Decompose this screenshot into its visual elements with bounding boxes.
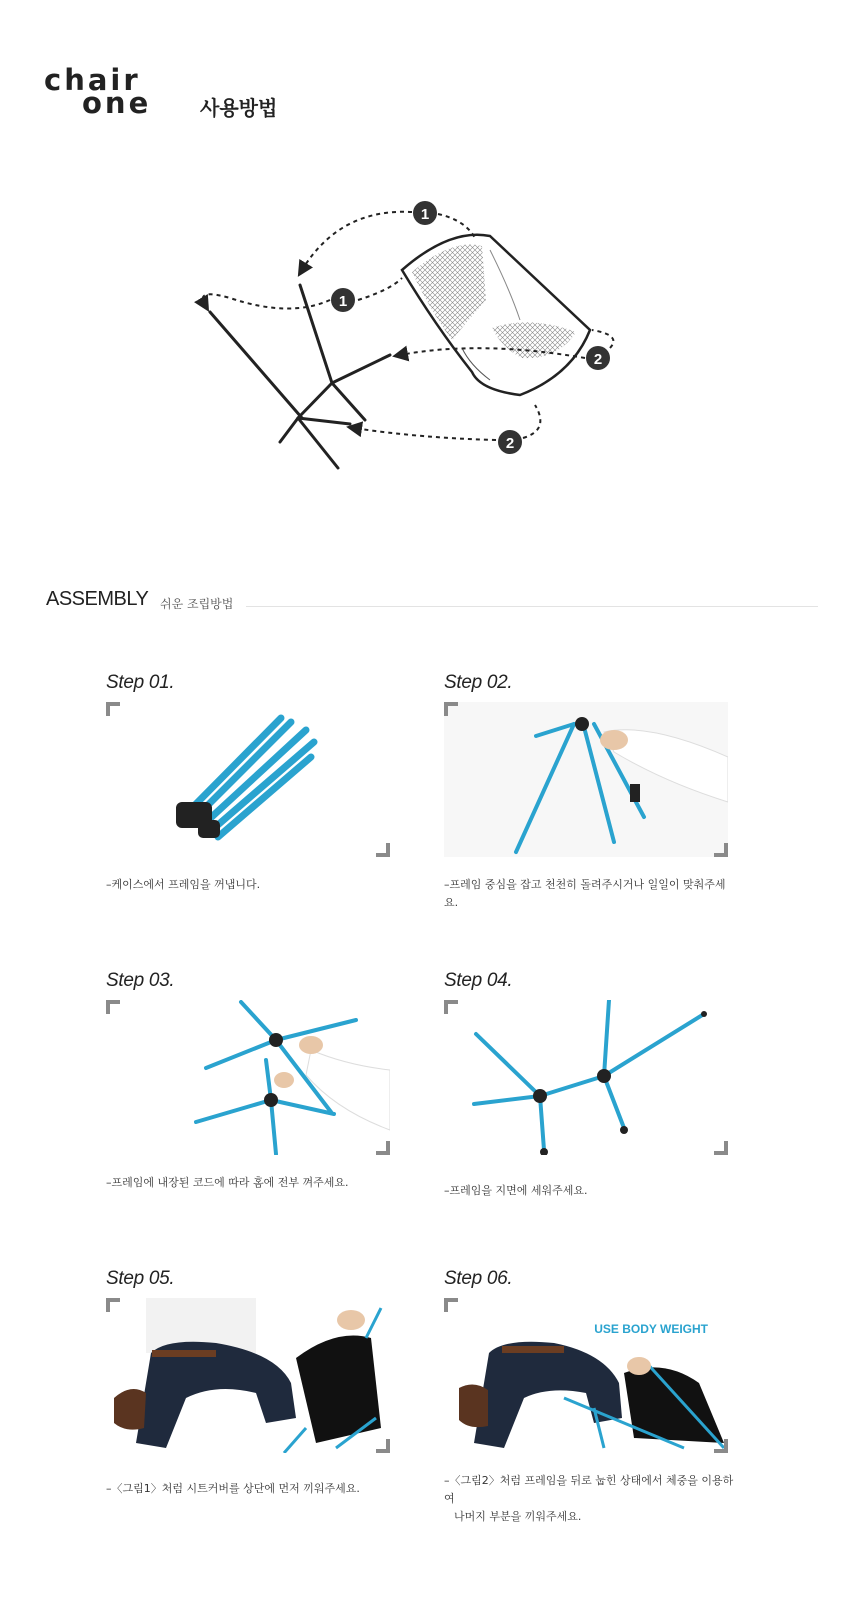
assembly-diagram — [190, 190, 630, 490]
marker-label: 2 — [593, 351, 603, 368]
step-03-photo — [106, 1000, 390, 1155]
step-06 — [444, 1268, 744, 1523]
step-marker-2b — [498, 430, 522, 454]
corner-mark-top-left — [106, 1298, 120, 1312]
assembly-title: ASSEMBLY — [46, 588, 149, 610]
fitting-seat-cover-illustration — [106, 1298, 390, 1453]
step-marker-1b — [331, 288, 355, 312]
step-marker-1a — [413, 201, 437, 225]
step-desc: –〈그림1〉처럼 시트커버를 상단에 먼저 끼워주세요. — [106, 1482, 360, 1495]
step-06-photo — [444, 1298, 728, 1453]
corner-mark-bottom-right — [376, 843, 390, 857]
folded-frame-illustration — [106, 702, 390, 857]
marker-label: 1 — [338, 293, 348, 310]
standing-frame-illustration — [444, 1000, 728, 1155]
step-02-photo — [444, 702, 728, 857]
chair-one-logo — [44, 63, 174, 120]
step-label: Step 05. — [106, 1268, 175, 1289]
assembly-divider — [246, 606, 818, 607]
step-04-photo — [444, 1000, 728, 1155]
step-desc — [444, 1472, 734, 1526]
corner-mark-bottom-right — [376, 1439, 390, 1453]
assembly-diagram-illustration — [190, 190, 630, 490]
step-05-photo — [106, 1298, 390, 1453]
step-desc: –프레임을 지면에 세워주세요. — [444, 1184, 588, 1197]
logo-line-chair: chair — [44, 63, 141, 97]
frame-drawing — [210, 285, 390, 468]
assembly-subtitle: 쉬운 조립방법 — [160, 597, 234, 611]
step-marker-2a — [586, 346, 610, 370]
seat-drawing — [402, 235, 590, 395]
step-05 — [106, 1268, 406, 1508]
step-desc: –프레임에 내장된 코드에 따라 홈에 전부 껴주세요. — [106, 1176, 349, 1189]
corner-mark-top-left — [106, 702, 120, 716]
use-body-weight-label: USE BODY WEIGHT — [594, 1322, 708, 1336]
marker-label: 2 — [505, 435, 515, 452]
step-label: Step 04. — [444, 970, 513, 991]
step-desc: –프레임 중심을 잡고 천천히 돌려주시거나 일일이 맞춰주세요. — [444, 878, 726, 909]
step-01-photo — [106, 702, 390, 857]
step-desc-line2: 나머지 부분을 끼워주세요. — [454, 1510, 582, 1523]
corner-mark-top-left — [444, 702, 458, 716]
rotating-frame-illustration — [444, 702, 728, 857]
corner-mark-bottom-right — [714, 1141, 728, 1155]
connecting-poles-illustration — [106, 1000, 390, 1155]
corner-mark-bottom-right — [714, 843, 728, 857]
step-label: Step 02. — [444, 672, 513, 693]
marker-label: 1 — [420, 206, 430, 223]
step-label: Step 01. — [106, 672, 175, 693]
step-desc: –케이스에서 프레임을 꺼냅니다. — [106, 878, 261, 891]
step-04 — [444, 970, 744, 1200]
page-title: 사용방법 — [200, 96, 278, 120]
step-desc-line1: –〈그림2〉처럼 프레임을 뒤로 눕힌 상태에서 체중을 이용하여 — [444, 1474, 734, 1505]
corner-mark-bottom-right — [714, 1439, 728, 1453]
assembly-header — [46, 588, 818, 612]
step-01 — [106, 672, 406, 902]
step-03 — [106, 970, 406, 1200]
step-label: Step 03. — [106, 970, 175, 991]
step-label: Step 06. — [444, 1268, 513, 1289]
logo-line-one: one — [82, 86, 152, 120]
corner-mark-top-left — [106, 1000, 120, 1014]
corner-mark-top-left — [444, 1298, 458, 1312]
corner-mark-bottom-right — [376, 1141, 390, 1155]
step-02 — [444, 672, 744, 909]
corner-mark-top-left — [444, 1000, 458, 1014]
